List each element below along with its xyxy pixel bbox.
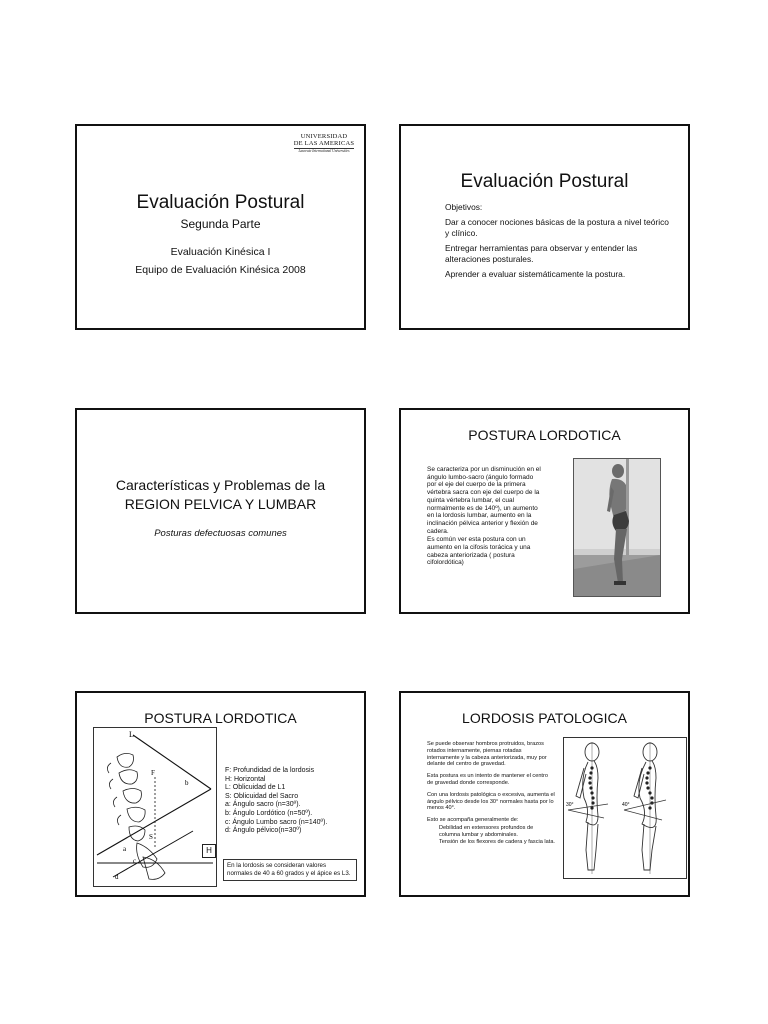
diagram-label-d: d (115, 873, 119, 881)
diagram-label-H: H (202, 844, 216, 858)
slide-3-subtitle: Posturas defectuosas comunes (154, 528, 287, 539)
bullet-item: Debilidad en extensores profundos de columna lumbar y abdominales. (439, 824, 534, 838)
diagram-label-a: a (123, 845, 127, 853)
lordotic-para-2: Es común ver esta postura con un aumento en la cifosis torácica y una cabeza anteriorizada ( postura cifolordótica) (427, 536, 531, 567)
pathologic-para-1: Se puede observar hombros protruidos, brazos rotados internamente, piernas rotadas internamente y la cabeza anteriorizada, muy por delante del centro de gravedad. (427, 741, 547, 768)
objective-item: Entregar herramientas para observar y entender las alteraciones posturales. (445, 242, 638, 265)
pathologic-description (427, 741, 555, 845)
angle-label-30: 30° (566, 802, 574, 808)
bullet-item: Tensión de los flexores de cadera y fascia lata. (439, 838, 555, 845)
slide-3 (75, 408, 366, 614)
slide-6-title: LORDOSIS PATOLOGICA (462, 710, 627, 726)
slide-5-title: POSTURA LORDOTICA (144, 710, 297, 726)
slide-1-course: Evaluación Kinésica I (170, 246, 271, 258)
logo-line-2: DE LAS AMERICAS (293, 139, 355, 147)
legend-item: b: Ángulo Lordótico (n=50º). (225, 809, 313, 817)
slide-5 (75, 691, 366, 897)
objective-item: Aprender a evaluar sistemáticamente la postura. (445, 268, 626, 279)
lordotic-posture-photo (573, 458, 661, 597)
slide-2 (399, 124, 690, 330)
slide-1-team: Equipo de Evaluación Kinésica 2008 (135, 264, 306, 276)
logo-line-3: Laureate International Universities (298, 149, 350, 153)
logo-line-1: UNIVERSIDAD (300, 133, 348, 140)
diagram-label-c: c (133, 857, 137, 865)
university-logo (292, 134, 356, 154)
pathologic-bullets (427, 825, 555, 845)
slide-6 (399, 691, 690, 897)
lordosis-angle-diagram (93, 727, 217, 887)
slide-4 (399, 408, 690, 614)
legend-item: L: Oblicuidad de L1 (225, 784, 286, 792)
angle-label-40: 40° (622, 802, 630, 808)
legend-item: d: Ángulo pélvico(n=30º) (225, 827, 302, 835)
legend-item: a: Ángulo sacro (n=30º). (225, 801, 301, 809)
objectives-heading: Objetivos: (445, 202, 483, 212)
angle-legend (225, 767, 327, 836)
slide-1 (75, 124, 366, 330)
slide-1-title: Evaluación Postural (136, 192, 305, 213)
diagram-label-L: L (129, 730, 134, 739)
slide-1-subtitle: Segunda Parte (180, 217, 261, 231)
pathologic-para-3: Con una lordosis patológica o excesiva, aumenta el ángulo pélvico desde los 30° normales hasta por lo menos 40°. (427, 791, 555, 812)
lordosis-note: En la lordosis se consideran valores normales de 40 a 60 grados y el ápice es L3. (223, 859, 357, 881)
legend-item: S: Oblicuidad del Sacro (225, 792, 299, 800)
diagram-label-b: b (185, 779, 189, 787)
diagram-label-S: S (149, 833, 153, 841)
objective-item: Dar a conocer nociones básicas de la postura a nivel teórico y clínico. (445, 216, 669, 239)
lordotic-description (427, 466, 543, 568)
lordotic-para-1: Se caracteriza por un disminución en el ángulo lumbo-sacro (ángulo formado por el eje del cuerpo de la primera vértebra sacra con eje del cuerpo de la quinta vértebra lumbar, el cual normalmente es de 140º), un aumento en la lordosis lumbar, aumento en la inclinación pélvica anterior y flexión de cadera. (427, 466, 541, 535)
slide-2-title: Evaluación Postural (460, 171, 629, 192)
slide-4-title: POSTURA LORDOTICA (468, 427, 621, 443)
legend-item: H: Horizontal (225, 775, 266, 783)
legend-item: F: Profundidad de la lordosis (225, 767, 315, 774)
pathologic-para-4: Esto se acompaña generalmente de: (427, 817, 519, 824)
objectives-list (445, 202, 674, 284)
slide-3-title: Características y Problemas de la REGION PELVICA Y LUMBAR (115, 477, 326, 512)
legend-item: c: Ángulo Lumbo sacro (n=140º). (225, 818, 328, 826)
spine-comparison-figure (563, 737, 687, 879)
pathologic-para-2: Esta postura es un intento de mantener el centro de gravedad donde corresponde. (427, 773, 548, 786)
diagram-label-F: F (151, 769, 155, 777)
